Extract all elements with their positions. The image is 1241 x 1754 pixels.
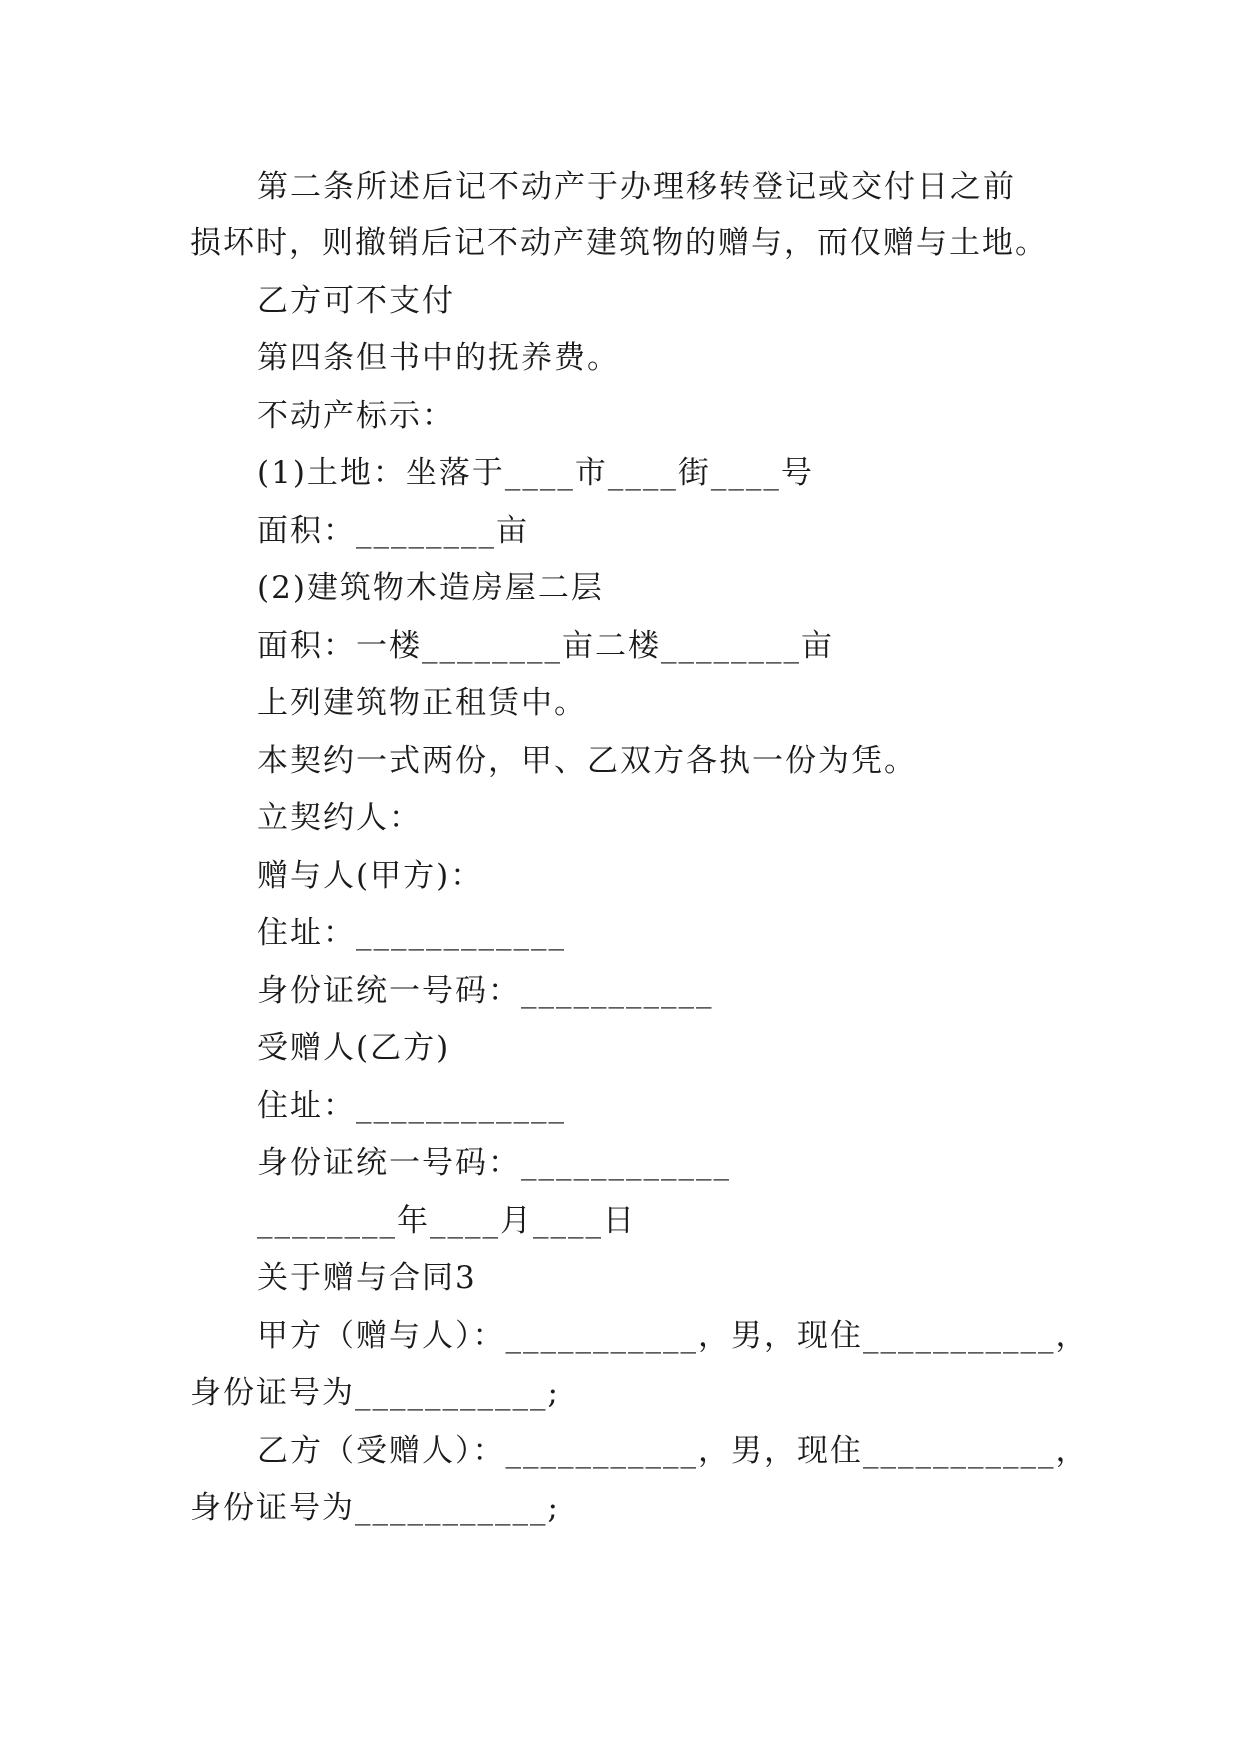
paragraph-line: 不动产标示：: [257, 398, 455, 434]
paragraph-line: (1)土地：坐落于____市____街____号: [257, 455, 814, 491]
paragraph-line: 身份证号为___________;: [190, 1490, 560, 1526]
paragraph-line: 面积：一楼________亩二楼________亩: [257, 628, 834, 664]
paragraph-line: 上列建筑物正租赁中。: [257, 685, 587, 721]
paragraph-line: 面积：________亩: [257, 513, 529, 549]
paragraph-line: 赠与人(甲方)：: [257, 858, 484, 894]
paragraph-line: 住址：____________: [257, 1088, 566, 1124]
paragraph-line: 第四条但书中的抚养费。: [257, 340, 620, 376]
paragraph-line: 立契约人：: [257, 800, 422, 836]
paragraph-line: (2)建筑物木造房屋二层: [257, 570, 604, 606]
paragraph-line: 住址：____________: [257, 915, 566, 951]
paragraph-line: 身份证号为___________;: [190, 1375, 560, 1411]
paragraph-line: 身份证统一号码：____________: [257, 1145, 731, 1181]
section-heading: 关于赠与合同3: [257, 1260, 477, 1296]
date-line: ________年____月____日: [257, 1203, 636, 1239]
paragraph-line: 受赠人(乙方): [257, 1030, 451, 1066]
paragraph-line: 本契约一式两份，甲、乙双方各执一份为凭。: [257, 743, 917, 779]
paragraph-line: 身份证统一号码：___________: [257, 973, 714, 1009]
paragraph-line: 第二条所述后记不动产于办理移转登记或交付日之前: [257, 169, 1016, 205]
paragraph-line: 乙方（受赠人）：___________，男，现住___________，: [257, 1433, 1089, 1469]
paragraph-line: 乙方可不支付: [257, 283, 455, 319]
paragraph-line: 损坏时，则撤销后记不动产建筑物的赠与，而仅赠与土地。: [190, 225, 1048, 261]
paragraph-line: 甲方（赠与人）：___________，男，现住___________，: [257, 1318, 1089, 1354]
